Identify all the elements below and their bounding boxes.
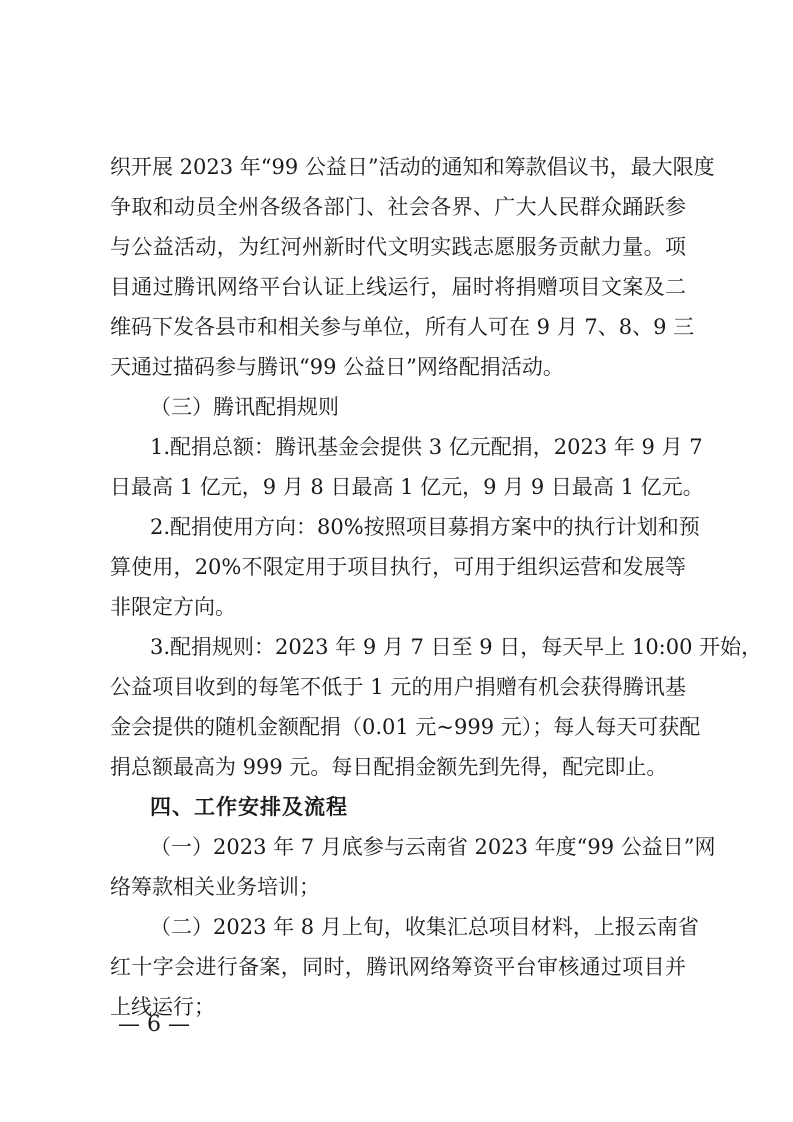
paragraph-line: 与公益活动，为红河州新时代文明实践志愿服务贡献力量。项 xyxy=(110,235,686,259)
paragraph-line: 公益项目收到的每笔不低于 1 元的用户捐赠有机会获得腾讯基 xyxy=(110,675,686,699)
paragraph-line: （一）2023 年 7 月底参与云南省 2023 年度“99 公益日”网 xyxy=(150,835,716,859)
paragraph-line: 3.配捐规则：2023 年 9 月 7 日至 9 日，每天早上 10:00 开始， xyxy=(150,635,763,659)
paragraph-line: 上线运行； xyxy=(110,995,215,1019)
paragraph-line: 算使用，20%不限定用于项目执行，可用于组织运营和发展等 xyxy=(110,555,686,579)
paragraph-line: 捐总额最高为 999 元。每日配捐金额先到先得，配完即止。 xyxy=(110,755,668,779)
paragraph-line: （二）2023 年 8 月上旬，收集汇总项目材料，上报云南省 xyxy=(150,915,699,939)
subsection-heading: （三）腾讯配捐规则 xyxy=(150,395,339,419)
paragraph-line: 维码下发各县市和相关参与单位，所有人可在 9 月 7、8、9 三 xyxy=(110,315,695,339)
section-heading: 四、工作安排及流程 xyxy=(150,794,348,819)
paragraph-line: 目通过腾讯网络平台认证上线运行，届时将捐赠项目文案及二 xyxy=(110,275,686,299)
paragraph-line: 络筹款相关业务培训； xyxy=(110,875,320,899)
paragraph-line: 红十字会进行备案，同时，腾讯网络筹资平台审核通过项目并 xyxy=(110,955,686,979)
paragraph-line: 2.配捐使用方向：80%按照项目募捐方案中的执行计划和预 xyxy=(150,515,700,539)
paragraph-line: 非限定方向。 xyxy=(110,595,236,619)
page-number: — 6 — xyxy=(118,1012,190,1037)
paragraph-line: 日最高 1 亿元，9 月 8 日最高 1 亿元，9 月 9 日最高 1 亿元。 xyxy=(110,475,704,499)
paragraph-line: 争取和动员全州各级各部门、社会各界、广大人民群众踊跃参 xyxy=(110,195,686,219)
paragraph-line: 金会提供的随机金额配捐（0.01 元~999 元）；每人每天可获配 xyxy=(110,715,701,739)
paragraph-line: 1.配捐总额：腾讯基金会提供 3 亿元配捐，2023 年 9 月 7 xyxy=(150,435,703,459)
paragraph-line: 织开展 2023 年“99 公益日”活动的通知和筹款倡议书，最大限度 xyxy=(110,155,715,179)
paragraph-line: 天通过描码参与腾讯“99 公益日”网络配捐活动。 xyxy=(110,355,564,379)
